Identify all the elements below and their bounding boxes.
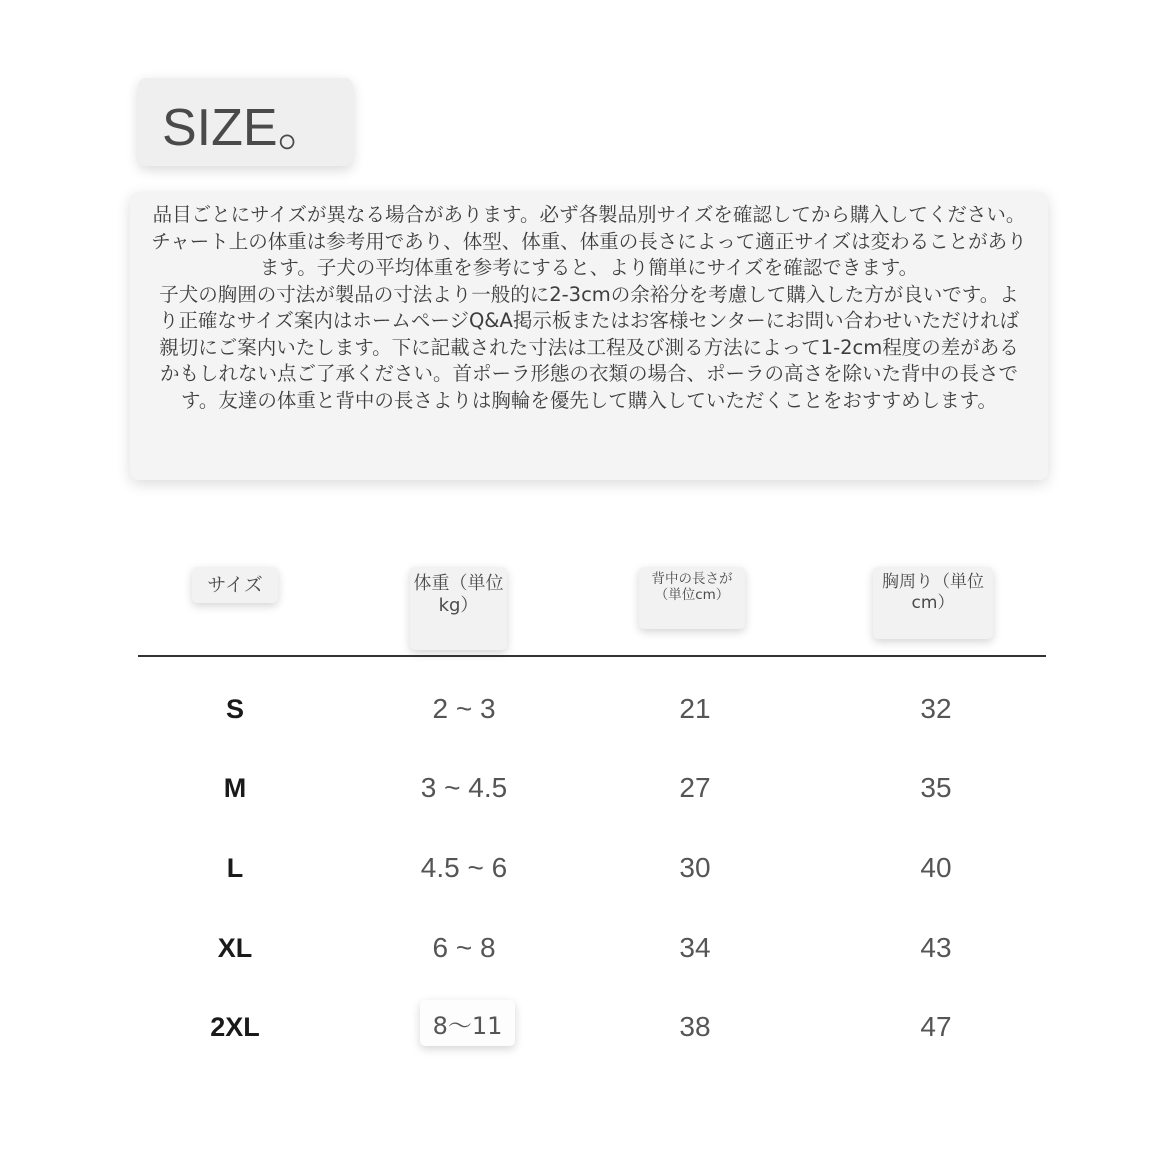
cell-back-s: 21 bbox=[679, 693, 711, 724]
cell-weight-m: 3 ~ 4.5 bbox=[420, 772, 508, 803]
cell-chest-s: 32 bbox=[920, 693, 952, 724]
cell-weight-2xl: 8〜11 bbox=[420, 1000, 515, 1046]
cell-chest-xl: 43 bbox=[920, 932, 952, 963]
page-title: SIZE。 bbox=[138, 78, 353, 166]
cell-back-2xl: 38 bbox=[679, 1011, 711, 1042]
size-notice bbox=[130, 192, 1048, 480]
notice-paragraph-1: 品目ごとにサイズが異なる場合があります。必ず各製品別サイズを確認してから購入してください。チャート上の体重は参考用であり、体型、体重、体重の長さによって適正サイズは変わることがあります。子犬の平均体重を参考にすると、より簡単にサイズを確認できます。 bbox=[151, 203, 1027, 279]
cell-back-l: 30 bbox=[679, 852, 711, 883]
cell-back-m: 27 bbox=[679, 772, 711, 803]
notice-paragraph-2: 子犬の胸囲の寸法が製品の寸法より一般的に2-3cmの余裕分を考慮して購入した方が良いです。より正確なサイズ案内はホームページQ&A掲示板またはお客様センターにお問い合わせいただければ親切にご案内いたします。下に記載された寸法は工程及び測る方法によって1-2cm程度の差があるかもしれない点ご了承ください。首ポーラ形態の衣類の場合、ポーラの高さを除いた背中の長さです。友達の体重と背中の長さよりは胸輪を優先して購入していただくことをおすすめします。 bbox=[158, 282, 1020, 412]
header-weight: 体重（単位kg） bbox=[410, 567, 507, 650]
cell-size-m: M bbox=[223, 773, 247, 803]
cell-size-l: L bbox=[226, 853, 244, 883]
cell-size-xl: XL bbox=[217, 933, 253, 963]
cell-chest-l: 40 bbox=[920, 852, 952, 883]
cell-size-2xl: 2XL bbox=[210, 1012, 260, 1042]
cell-back-xl: 34 bbox=[679, 932, 711, 963]
cell-weight-xl: 6 ~ 8 bbox=[432, 932, 496, 963]
cell-weight-l: 4.5 ~ 6 bbox=[420, 852, 508, 883]
header-size: サイズ bbox=[192, 567, 278, 603]
header-back-length: 背中の長さが（単位cm） bbox=[639, 567, 745, 629]
cell-chest-m: 35 bbox=[920, 772, 952, 803]
cell-chest-2xl: 47 bbox=[920, 1011, 952, 1042]
header-divider bbox=[138, 655, 1046, 657]
header-chest: 胸周り（単位cm） bbox=[873, 567, 993, 639]
cell-size-s: S bbox=[225, 694, 244, 724]
cell-weight-s: 2 ~ 3 bbox=[432, 693, 496, 724]
